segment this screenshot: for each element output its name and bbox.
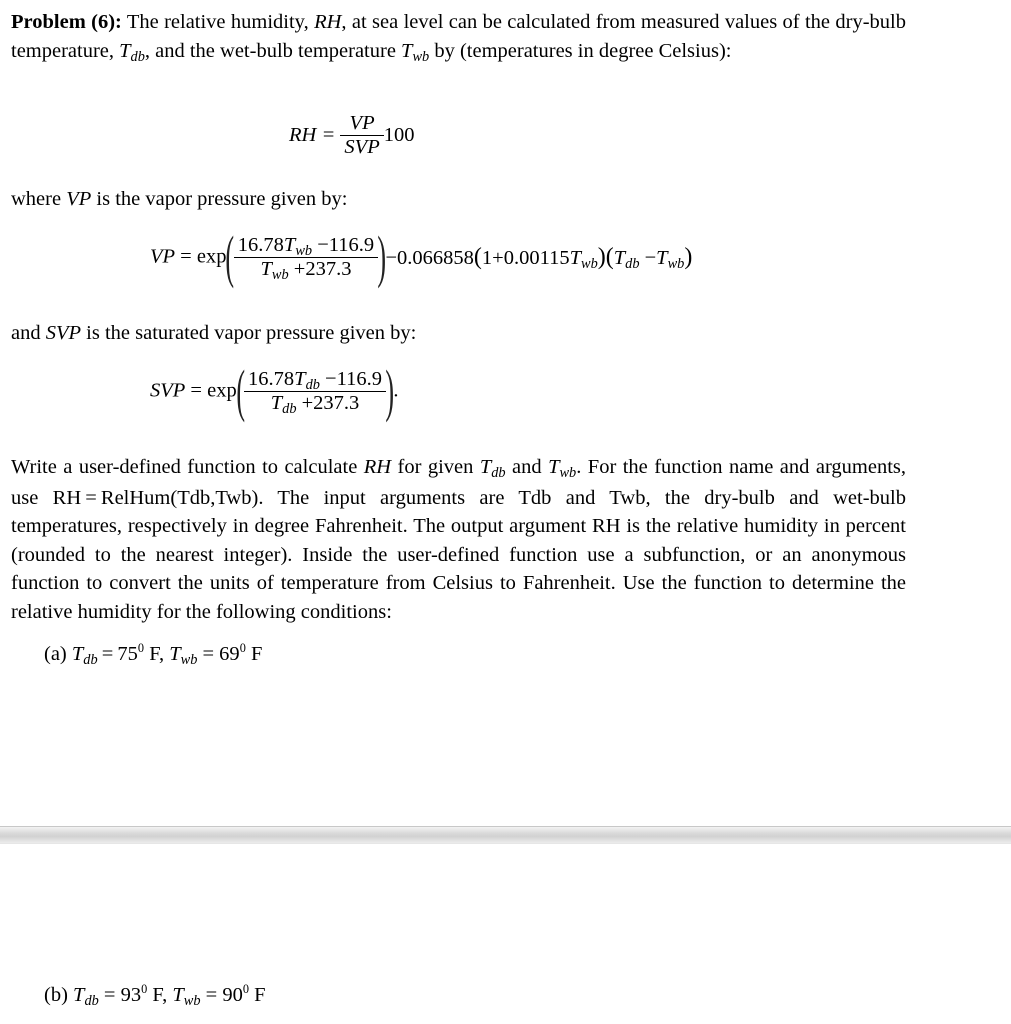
svp-equation [150,358,399,423]
vp-fraction [234,234,378,281]
part-b-unit2: F [249,983,266,1006]
part-b-twb-value: = 90 [200,983,243,1006]
twb-subscript: wb [412,48,430,65]
rh-variable: RH [314,11,342,33]
part-b-unit1: F, [147,983,173,1006]
vp-equation [150,224,693,289]
part-a-tdb-value: = 75 [97,642,138,665]
tdb-subscript: db [130,48,145,65]
part-a-twb-T: T [169,642,181,665]
rh-fraction [340,112,383,159]
task-twb-sub: wb [559,465,577,482]
part-a-tdb-T: T [71,642,84,665]
vp-tail-inner: 1+0.00115 [481,246,570,269]
part-b-tdb-value: = 93 [98,983,142,1006]
left-paren-icon: ( [236,358,245,423]
vp-num-coef: 16.78 [237,233,284,256]
vp-tail-sub: wb [581,255,598,272]
part-b-degree-2: 0 [242,982,250,996]
rh-equation-lhs: RH = [289,124,336,146]
part-b-twb-T: T [172,983,184,1006]
problem-intro [11,8,906,67]
svp-num-const: −116.9 [319,367,382,390]
and-svp-line [11,319,906,348]
page-divider [0,826,1011,844]
and-prefix: and [11,322,46,344]
vp-tail-sub2: db [625,255,640,272]
vp-num-const: −116.9 [312,233,375,256]
and-suffix: is the saturated vapor pressure given by: [81,322,417,344]
twb-symbol: T [401,39,413,62]
vp-numerator [234,234,378,257]
task-text-4: . For the function name and arguments, use RH = RelHum(Tdb,Twb). The input arguments are Tdb and Twb, the dry-bulb and wet-bulb temperatures, respectively in degree Fahrenheit. The output argument RH is the relative humidity in percent (rounded to the nearest integer). Inside the user-defined function use a subfunction, or an anonymous function to convert the units of temperature from Celsius to Fahrenheit. Use the function to determine the relative humidity for the following conditions: [11,456,906,623]
vp-denominator [234,257,378,281]
part-b-twb-sub: wb [183,992,201,1009]
intro-text-3: , and the wet-bulb temperature [144,39,402,62]
vp-den-T: T [260,257,272,280]
task-tdb-T: T [479,456,492,478]
right-paren-icon: ) [377,224,387,289]
rh-denominator: SVP [340,135,383,159]
part-a-label: (a) [44,642,72,665]
part-a-tdb-sub: db [83,651,98,668]
task-twb-T: T [548,456,560,478]
problem-label: Problem (6): [11,11,122,33]
svp-period: . [393,379,399,402]
part-a-twb-value: = 69 [197,642,240,665]
intro-text-4: by (temperatures in degree Celsius): [429,39,732,62]
task-rh: RH [363,456,392,478]
svp-equation-lhs: SVP [150,379,186,402]
vp-tail-T2: T [613,246,626,269]
svp-num-T: T [294,367,306,390]
task-text-1: Write a user-defined function to calculate [11,456,364,478]
rh-numerator: VP [349,112,375,134]
vp-tail: −0.066858(1+0.00115Twb)(Tdb −Twb) [385,243,693,272]
right-paren-icon: ) [385,358,394,423]
part-a-degree-2: 0 [239,641,246,655]
tdb-symbol: T [119,39,131,62]
vp-num-sub: wb [295,242,313,259]
where-vp-line [11,185,906,214]
svp-den-sub: db [282,400,297,417]
part-b-label: (b) [44,983,74,1006]
svp-den-const: +237.3 [296,391,360,414]
vp-equation-lhs: VP [150,245,176,268]
svp-exp: = exp [185,379,237,402]
part-a-twb-sub: wb [180,651,198,668]
svp-num-sub: db [305,376,320,393]
rh-equation [289,112,414,159]
intro-text-1: The relative humidity, [121,11,315,33]
task-paragraph [11,453,906,627]
vp-tail-coef: −0.066858 [385,246,474,269]
vp-tail-minus: − [639,246,657,269]
vp-num-T: T [283,233,296,256]
part-b [44,982,266,1007]
svp-num-coef: 16.78 [248,367,295,390]
svp-fraction [244,368,386,415]
part-a-degree: 0 [137,641,145,655]
part-a [44,641,262,666]
part-a-unit2: F [245,642,263,665]
svp-den-T: T [270,391,283,414]
vp-den-const: +237.3 [288,257,352,280]
where-suffix: is the vapor pressure given by: [91,188,348,210]
left-paren-icon: ( [225,224,235,289]
vp-variable: VP [66,188,92,210]
task-text-3: and [505,456,549,478]
task-text-2: for given [391,456,480,478]
vp-tail-sub3: wb [667,255,685,272]
part-b-tdb-sub: db [84,992,99,1009]
intro-text-2: , at sea level can be calculated from measured values of the dry-bulb temperature, [11,11,906,62]
vp-tail-T: T [569,246,581,269]
where-prefix: where [11,188,67,210]
part-b-degree: 0 [141,982,148,996]
vp-den-sub: wb [271,266,289,283]
task-tdb-sub: db [491,465,506,482]
vp-exp: = exp [175,245,227,268]
part-a-unit1: F, [144,642,170,665]
svp-denominator [244,391,386,415]
rh-factor: 100 [383,124,415,146]
svp-variable: SVP [45,322,82,344]
part-b-tdb-T: T [73,983,85,1006]
vp-tail-T3: T [656,246,668,269]
svp-numerator [244,368,386,391]
